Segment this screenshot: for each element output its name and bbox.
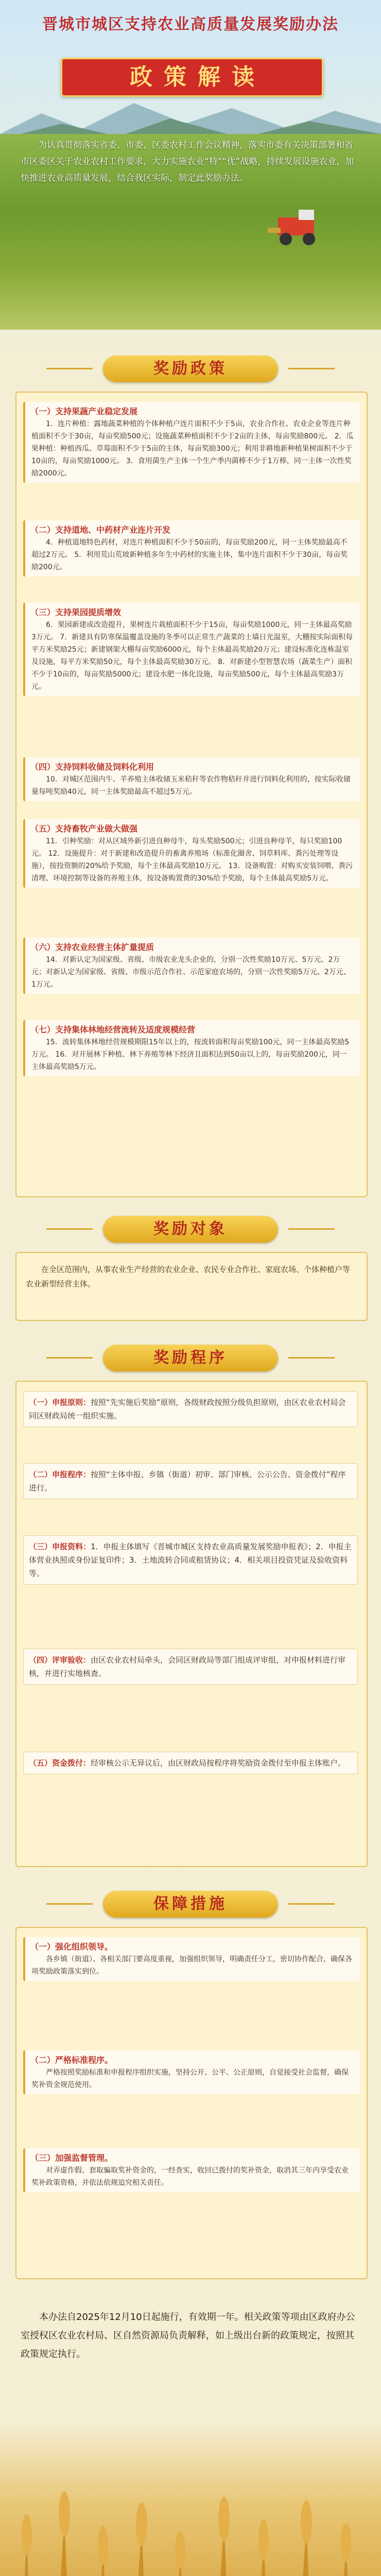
heading-text: 奖励程序 — [153, 1349, 228, 1367]
policy-item — [23, 819, 360, 888]
step-heading: （五）资金拨付： — [29, 1758, 91, 1768]
policy-item-heading: （三）支持果园提质增效 — [30, 607, 122, 617]
banner-text: 政策解读 — [130, 64, 266, 90]
policy-item-text: 10．对城区范围内牛、羊养殖主体收储玉米秸秆等农作物秸秆并进行饲料化利用的，按实际收储量每吨奖励40元，同一主体奖励最高不超过5万元。 — [31, 775, 351, 796]
policy-item-text: 11．引种奖励：对从区域外新引进良种母牛，每头奖励500元；引进良种母羊，每只奖励100元。 12．设施提升：对于新建和改造提升的畜禽养殖场（标准化圈舍、饲草料库、粪污处理等设施），按投资额的20%给予奖励，每个主体最高奖励10万元。 13．设备购置：对购买安装饲喂、粪污清理、环境控制等设备的养殖主体，按设备购置费的30%给予奖励，每个主体最高奖励5万元。 — [31, 837, 353, 883]
heading-rule-right — [288, 1357, 335, 1359]
section-safeguard-heading — [103, 1891, 278, 1918]
section-policy-heading — [103, 355, 278, 382]
heading-rule-right — [288, 1903, 335, 1905]
safeguard-item-text: 对弄虚作假、套取骗取奖补资金的，一经查实，收回已拨付的奖补资金，取消其三年内享受农业奖补政策资格，并依法依规追究相关责任。 — [31, 2166, 349, 2187]
heading-rule-left — [46, 1903, 93, 1905]
policy-item-text: 15．流转集体林地经营规模期限15年以上的，按流转面积每亩奖励100元，同一主体最高奖励5万元。 16．对开展林下种植、林下养殖等林下经济且面积达到50亩以上的，每亩奖励200元，同一主体最高奖励5万元。 — [31, 1038, 350, 1071]
policy-item-text: 4．种植道地特色药材，对连片种植面积不少于50亩的，每亩奖励200元，同一主体奖励最高不超过2万元。 5．利用荒山荒坡新种植多年生中药材的实施主体，集中连片面积不少于30亩，每亩奖励200元。 — [31, 538, 348, 571]
procedure-panel — [15, 1381, 368, 1867]
target-text: 在全区范围内，从事农业生产经营的农业企业、农民专业合作社、家庭农场、个体种植户等农业新型经营主体。 — [26, 1265, 351, 1289]
policy-item — [23, 402, 360, 483]
policy-item — [23, 938, 360, 994]
policy-item-heading: （五）支持畜牧产业做大做强 — [30, 824, 138, 834]
safeguard-item-text: 严格按照奖励标准和申报程序组织实施，坚持公开、公平、公正原则，自觉接受社会监督，确保奖补资金规范使用。 — [31, 2069, 349, 2089]
section-target-heading — [103, 1216, 278, 1243]
policy-item — [23, 757, 360, 801]
safeguard-item — [23, 2050, 360, 2094]
policy-item-text: 1．连片种植：露地蔬菜种植的个体种植户连片面积不少于5亩，农业合作社、农业企业等连片种植面积不少于30亩，每亩奖励500元；设施蔬菜种植面积不少于2亩的主体，每亩奖励800元。 2．瓜果种植：种植西瓜、草莓面积不少于5亩的主体，每亩奖励300元；利用非耕地新种植果树面积不少于10亩的，每亩奖励1000元。 3．食用菌生产主体一个生产季内菌棒不少于1万棒，同一主体一次性奖励2000元。 — [31, 420, 354, 478]
policy-item-heading: （四）支持饲料收储及饲料化利用 — [30, 762, 154, 772]
policy-item-text: 6．果园新建或改造提升，果树连片栽植面积不少于15亩，每亩奖励1000元，同一主体最高奖励3万元。 7．新建具有防寒保温覆盖设施的冬季可以正常生产蔬菜的土墙日光温室，大棚按实际面积每平方米奖励25元；新建钢架大棚每亩奖励6000元，每个主体最高奖励20万元；建设标准化连栋温室及设施，每平方米奖励50元，每个主体最高奖励30万元。 8．对新建小型智慧农场（蔬菜生产）面积不少于10亩的，每亩奖励5000元；建设水肥一体化设施，每亩奖励500元，每个主体最高奖励3万元。 — [31, 621, 353, 691]
safeguard-item-text: 各乡镇（街道）、各相关部门要高度重视，加强组织领导，明确责任分工，密切协作配合，确保各项奖励政策落实到位。 — [31, 1955, 352, 1976]
page-title: 晋城市城区支持农业高质量发展奖励办法 — [42, 15, 339, 33]
policy-item — [23, 520, 360, 577]
step-text: 经审核公示无异议后，由区财政局按程序将奖励资金拨付至申报主体账户。 — [91, 1758, 346, 1768]
step-text: 按照“主体申报、乡镇（街道）初审、部门审核、公示公告、资金拨付”程序进行。 — [29, 1470, 346, 1493]
wheat-field-illustration — [0, 2432, 381, 2576]
policy-item-text: 14．对新认定为国家级、省级、市级农业龙头企业的，分别一次性奖励10万元、5万元、2万元；对新认定为国家级、省级、市级示范合作社、示范家庭农场的，分别一次性奖励5万元、2万元、1万元。 — [31, 956, 351, 989]
procedure-step — [23, 1463, 358, 1499]
step-heading: （三）申报资料： — [29, 1542, 91, 1551]
policy-item-heading: （七）支持集体林地经营流转及适度规模经营 — [30, 1025, 196, 1035]
step-text: 由区农业农村局牵头，会同区财政局等部门组成评审组，对申报材料进行审核，并进行实地核查。 — [29, 1655, 346, 1678]
step-heading: （四）评审验收： — [29, 1655, 91, 1665]
safeguard-item — [23, 2148, 360, 2192]
heading-rule-left — [46, 1228, 93, 1230]
policy-item-heading: （六）支持农业经营主体扩量提质 — [30, 942, 154, 952]
procedure-step — [23, 1752, 358, 1774]
heading-rule-right — [288, 1228, 335, 1230]
heading-rule-left — [46, 1357, 93, 1359]
step-text: 1．申报主体填写《晋城市城区支持农业高质量发展奖励申报表》；2．申报主体营业执照或身份证复印件；3．土地流转合同或租赁协议；4．相关项目投资凭证及验收资料等。 — [29, 1542, 352, 1578]
step-text: 按照“先实施后奖励”原则，各级财政按照分级负担原则，由区农业农村局会同区财政局统一组织实施。 — [29, 1398, 346, 1420]
policy-item — [23, 1020, 360, 1076]
harvester-icon — [268, 207, 330, 248]
safeguard-item-heading: （三）加强监督管理。 — [30, 2153, 113, 2163]
effective-date-note: 本办法自2025年12月10日起施行，有效期一年。相关政策等项由区政府办公室授权区农业农村局、区自然资源局负责解释，如上级出台新的政策规定，按照其政策规定执行。 — [21, 2312, 355, 2360]
intro-text: 为认真贯彻落实省委、市委、区委农村工作会议精神，落实市委有关决策部署和省市区委区关于农业农村工作要求，大力实施农业“特”“优”战略，持续发展设施农业，加快推进农业高质量发展，结合我区实际，制定此奖励办法。 — [21, 140, 354, 183]
heading-text: 奖励对象 — [153, 1220, 228, 1238]
policy-item-heading: （二）支持道地、中药材产业连片开发 — [30, 525, 171, 535]
procedure-step — [23, 1535, 358, 1585]
procedure-step — [23, 1649, 358, 1685]
procedure-step — [23, 1391, 358, 1427]
policy-item — [23, 603, 360, 696]
heading-text: 奖励政策 — [153, 360, 228, 378]
safeguard-item — [23, 1937, 360, 1981]
section-procedure-heading — [103, 1345, 278, 1371]
step-heading: （二）申报程序： — [29, 1470, 91, 1479]
policy-item-heading: （一）支持果蔬产业稳定发展 — [30, 406, 138, 416]
safeguard-item-heading: （一）强化组织领导。 — [30, 1942, 113, 1952]
step-heading: （一）申报原则： — [29, 1398, 91, 1407]
safeguard-item-heading: （二）严格标准程序。 — [30, 2055, 113, 2065]
title-banner — [61, 58, 323, 97]
heading-rule-left — [46, 368, 93, 369]
heading-rule-right — [288, 368, 335, 369]
heading-text: 保障措施 — [153, 1895, 228, 1913]
